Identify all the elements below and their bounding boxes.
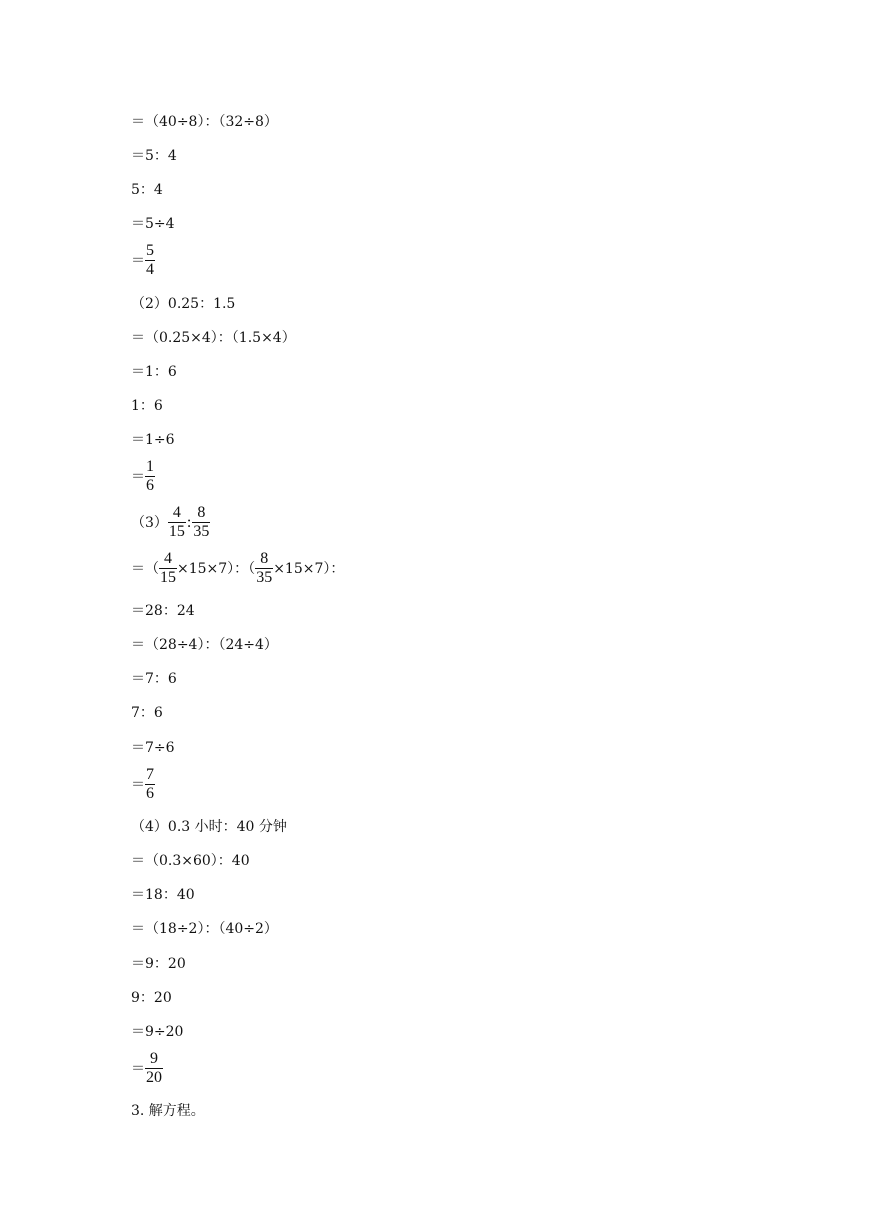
numerator: 8 (255, 551, 273, 569)
step-line: ＝（40÷8）：（32÷8） (131, 114, 278, 130)
numerator: 5 (146, 242, 154, 259)
step-line: ＝18：40 (131, 887, 195, 903)
denominator: 35 (193, 523, 210, 540)
fraction-line (131, 243, 155, 278)
step-line: ＝7：6 (131, 671, 177, 687)
section-heading: 3. 解方程。 (131, 1103, 205, 1119)
step-line: 5：4 (131, 182, 163, 198)
step-line: ＝（0.3×60）：40 (131, 853, 250, 869)
step-line: ＝9：20 (131, 956, 186, 972)
fraction-line (131, 1051, 163, 1086)
step-line: ＝28：24 (131, 603, 195, 619)
step-line: ＝9÷20 (131, 1024, 184, 1040)
equals-sign: ＝ (131, 1060, 145, 1077)
problem-header (131, 505, 210, 540)
denominator: 15 (168, 523, 185, 540)
problem-header: （2）0.25：1.5 (131, 296, 236, 312)
step-line: 1：6 (131, 398, 163, 414)
denominator: 6 (146, 785, 154, 802)
step-line: ＝（18÷2）：（40÷2） (131, 921, 278, 937)
fraction (168, 505, 186, 540)
equals-sign: ＝ (131, 468, 145, 485)
numerator: 7 (146, 766, 154, 783)
numerator: 4 (168, 505, 186, 523)
expression-part: ＝（ (131, 560, 159, 577)
step-line: 7：6 (131, 705, 163, 721)
step-line: 9：20 (131, 990, 172, 1006)
problem-header: （4）0.3 小时：40 分钟 (131, 819, 287, 835)
fraction (145, 243, 155, 278)
denominator: 15 (160, 569, 176, 586)
fraction-line (131, 767, 155, 802)
denominator: 6 (146, 477, 154, 494)
expression-part: ×15×7）： (273, 560, 345, 577)
numerator: 4 (159, 551, 177, 569)
step-line: ＝1：6 (131, 364, 177, 380)
expression-part: ×15×7）：（ (177, 560, 256, 577)
fraction (192, 505, 210, 540)
fraction (159, 551, 177, 586)
fraction (145, 459, 155, 494)
fraction (145, 1051, 163, 1086)
fraction (255, 551, 273, 586)
fraction (145, 767, 155, 802)
fraction-line (131, 459, 155, 494)
equals-sign: ＝ (131, 776, 145, 793)
step-line (131, 551, 344, 586)
numerator: 9 (145, 1051, 163, 1069)
denominator: 20 (146, 1069, 162, 1086)
step-line: ＝（28÷4）：（24÷4） (131, 637, 278, 653)
numerator: 1 (146, 458, 154, 475)
step-line: ＝1÷6 (131, 432, 175, 448)
numerator: 8 (192, 505, 210, 523)
step-line: ＝5：4 (131, 148, 177, 164)
step-line: ＝5÷4 (131, 216, 175, 232)
equals-sign: ＝ (131, 252, 145, 269)
step-line: ＝（0.25×4）：（1.5×4） (131, 330, 296, 346)
ratio-colon: : (186, 513, 192, 531)
problem-number: （3） (131, 514, 168, 531)
denominator: 4 (146, 261, 154, 278)
step-line: ＝7÷6 (131, 740, 175, 756)
denominator: 35 (256, 569, 273, 586)
